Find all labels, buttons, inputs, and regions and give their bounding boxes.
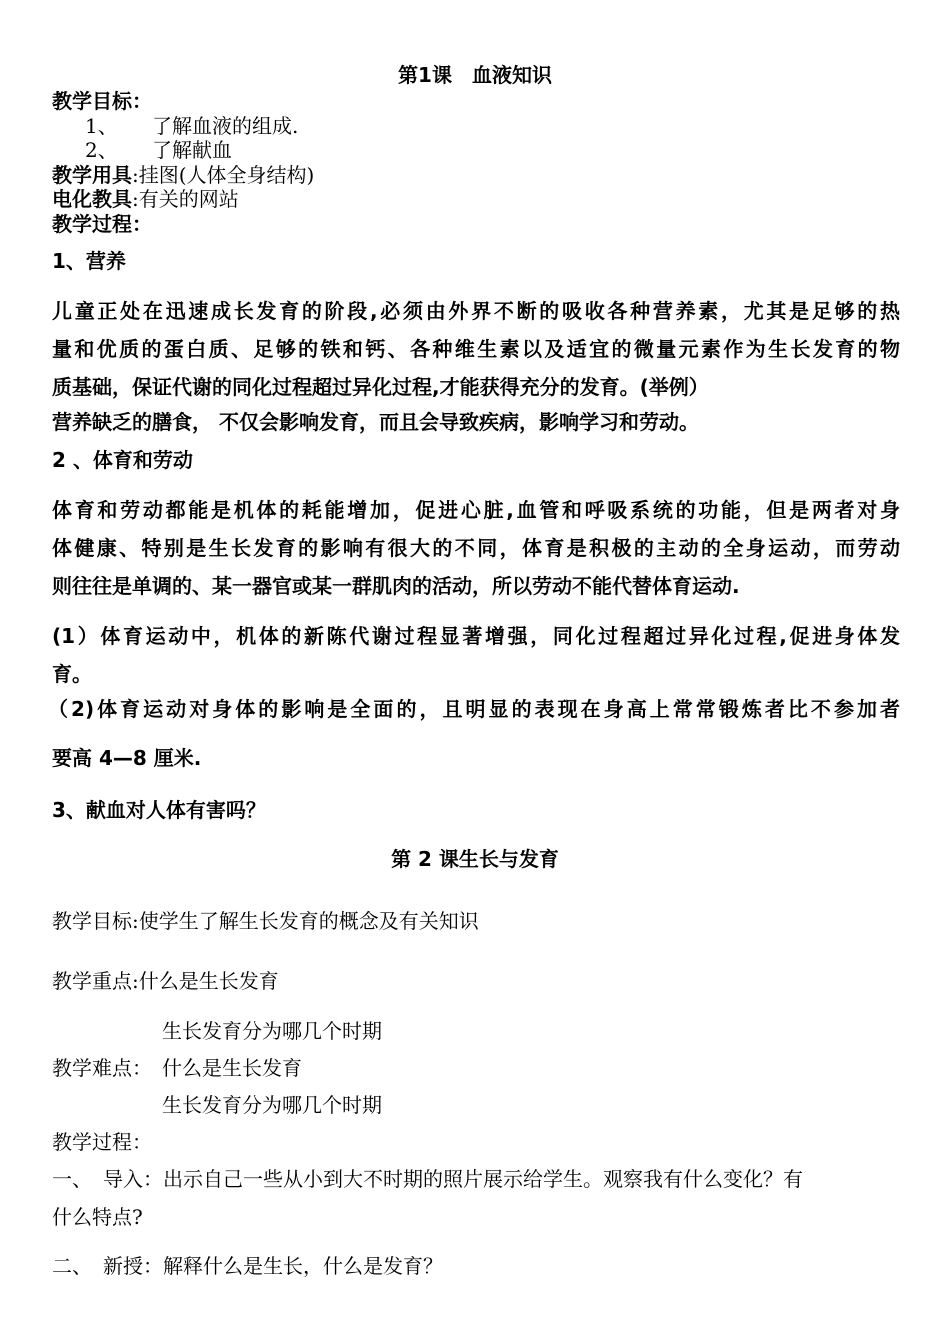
focus-item: 生长发育分为哪几个时期	[162, 1019, 382, 1043]
paragraph-line: 体育和劳动都能是机体的耗能增加，促进心脏,血管和呼吸系统的功能，但是两者对身	[52, 498, 900, 522]
section-heading-nutrition: 1、营养	[52, 249, 126, 273]
objective-number: 1、	[85, 114, 118, 138]
focus-label: 教学重点:	[52, 969, 139, 993]
objective-number: 2、	[85, 138, 118, 162]
step-intro: 导入：出示自己一些从小到大不时期的照片展示给学生。观察我有什么变化？有	[103, 1167, 803, 1191]
lesson1-title: 第1课 血液知识	[398, 63, 552, 87]
point-2-line1: （2)体育运动对身体的影响是全面的，且明显的表现在身高上常常锻炼者比不参加者	[48, 697, 900, 721]
media-label: 电化教具	[52, 187, 132, 211]
paragraph-sports-labor	[52, 491, 900, 605]
paragraph-line: 量和优质的蛋白质、足够的铁和钙、各种维生素以及适宜的微量元素作为生长发育的物	[52, 337, 900, 361]
paragraph-line: 则往往是单调的、某一器官或某一群肌肉的活动，所以劳动不能代替体育运动.	[52, 574, 740, 598]
difficulty-label: 教学难点：	[52, 1056, 152, 1080]
section-heading-sports-labor: 2 、体育和劳动	[52, 448, 193, 472]
step-new-lesson: 新授：解释什么是生长，什么是发育？	[103, 1254, 443, 1278]
step-number: 二、	[52, 1254, 92, 1278]
section-heading-blood-donation: 3、献血对人体有害吗？	[52, 798, 266, 822]
tools-line	[52, 163, 314, 187]
tools-value: :挂图(人体全身结构)	[132, 163, 315, 187]
paragraph-line: (1）体育运动中，机体的新陈代谢过程显著增强，同化过程超过异化过程,促进身体发	[52, 624, 900, 648]
lesson2-objective: 教学目标:使学生了解生长发育的概念及有关知识	[52, 909, 479, 933]
media-line	[52, 187, 239, 211]
paragraph-line: 质基础，保证代谢的同化过程超过异化过程,才能获得充分的发育。(举例）	[52, 375, 709, 399]
paragraph-line: 育。	[52, 662, 92, 686]
focus-line	[52, 969, 279, 993]
tools-label: 教学用具	[52, 163, 132, 187]
paragraph-line: 体健康、特别是生长发育的影响有很大的不同，体育是积极的主动的全身运动，而劳动	[52, 536, 900, 560]
point-1	[52, 617, 900, 693]
step-intro-continued: 什么特点?	[52, 1205, 143, 1229]
focus-item: 什么是生长发育	[138, 969, 279, 993]
paragraph-line: 儿童正处在迅速成长发育的阶段,必须由外界不断的吸收各种营养素，尤其是足够的热	[52, 299, 900, 323]
paragraph-malnutrition: 营养缺乏的膳食， 不仅会影响发育，而且会导致疾病，影响学习和劳动。	[52, 410, 699, 434]
process-label: 教学过程：	[52, 212, 152, 236]
lesson2-title: 第 2 课生长与发育	[391, 847, 559, 871]
difficulty-item: 生长发育分为哪几个时期	[162, 1093, 382, 1117]
point-2-line2: 要高 4—8 厘米.	[52, 746, 202, 770]
media-value: :有关的网站	[132, 187, 239, 211]
lesson2-process-label: 教学过程：	[52, 1130, 152, 1154]
objectives-label: 教学目标：	[52, 89, 152, 113]
difficulty-item: 什么是生长发育	[162, 1056, 302, 1080]
objective-text: 了解血液的组成.	[152, 114, 299, 138]
step-number: 一、	[52, 1167, 92, 1191]
paragraph-nutrition	[52, 292, 900, 406]
objective-text: 了解献血	[152, 138, 232, 162]
